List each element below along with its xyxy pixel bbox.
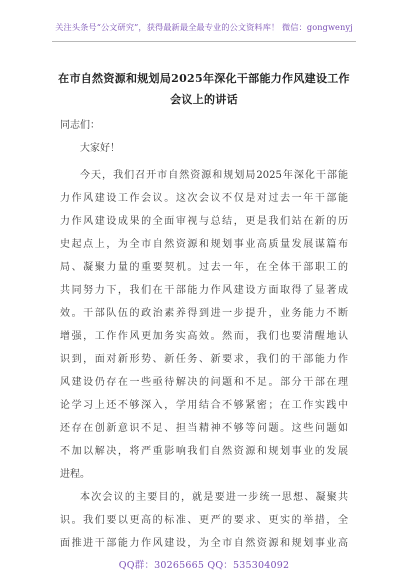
- greeting: 大家好！: [80, 143, 120, 154]
- body-line: 识。我们要以更高的标准、更严的要求、更实的举措，全: [60, 515, 348, 526]
- salutation: 同志们：: [60, 120, 100, 131]
- body-line: 还存在创新意识不足、担当精神不够等问题。这些问题如: [60, 423, 348, 434]
- body-line: 史起点上，为全市自然资源和规划事业高质量发展谋篇布: [60, 239, 348, 250]
- body-line: 力作风建设工作会议。这次会议不仅是对过去一年干部能: [60, 193, 348, 204]
- body-line: 风建设仍存在一些亟待解决的问题和不足。部分干部在理: [60, 377, 348, 388]
- header-divider: [52, 41, 356, 42]
- body-line: 进程。: [60, 469, 90, 480]
- body-line: 增强，工作作风更加务实高效。然而，我们也要清醒地认: [60, 331, 348, 342]
- header-promo-text: 关注头条号“公文研究”，获得最新最全最专业的公文资料库！ 微信：gongwenyj: [55, 22, 353, 32]
- body-line: 不加以解决，将严重影响我们自然资源和规划事业的发展: [60, 446, 348, 457]
- body-line: 共同努力下，我们在干部能力作风建设方面取得了显著成: [60, 285, 348, 296]
- footer-contact-text: QQ群：30265665 QQ：535304092: [118, 560, 290, 571]
- body-line: 局、凝聚力量的重要契机。过去一年，在全体干部职工的: [60, 262, 348, 273]
- body-line: 本次会议的主要目的，就是要进一步统一思想、凝聚共: [80, 492, 348, 503]
- body-line: 今天，我们召开市自然资源和规划局2025年深化干部能: [80, 170, 348, 181]
- title-line-1: 在市自然资源和规划局2025年深化干部能力作风建设工作: [58, 72, 350, 85]
- document-title: [48, 68, 360, 110]
- body-line: 力作风建设成果的全面审视与总结，更是我们站在新的历: [60, 216, 348, 227]
- body-line: 面推进干部能力作风建设，为全市自然资源和规划事业高: [60, 538, 348, 549]
- body-line: 效。干部队伍的政治素养得到进一步提升，业务能力不断: [60, 308, 348, 319]
- body-line: 识到，面对新形势、新任务、新要求，我们的干部能力作: [60, 354, 348, 365]
- title-line-2: 会议上的讲话: [170, 93, 238, 106]
- body-line: 论学习上还不够深入，学用结合不够紧密；在工作实践中: [60, 400, 348, 411]
